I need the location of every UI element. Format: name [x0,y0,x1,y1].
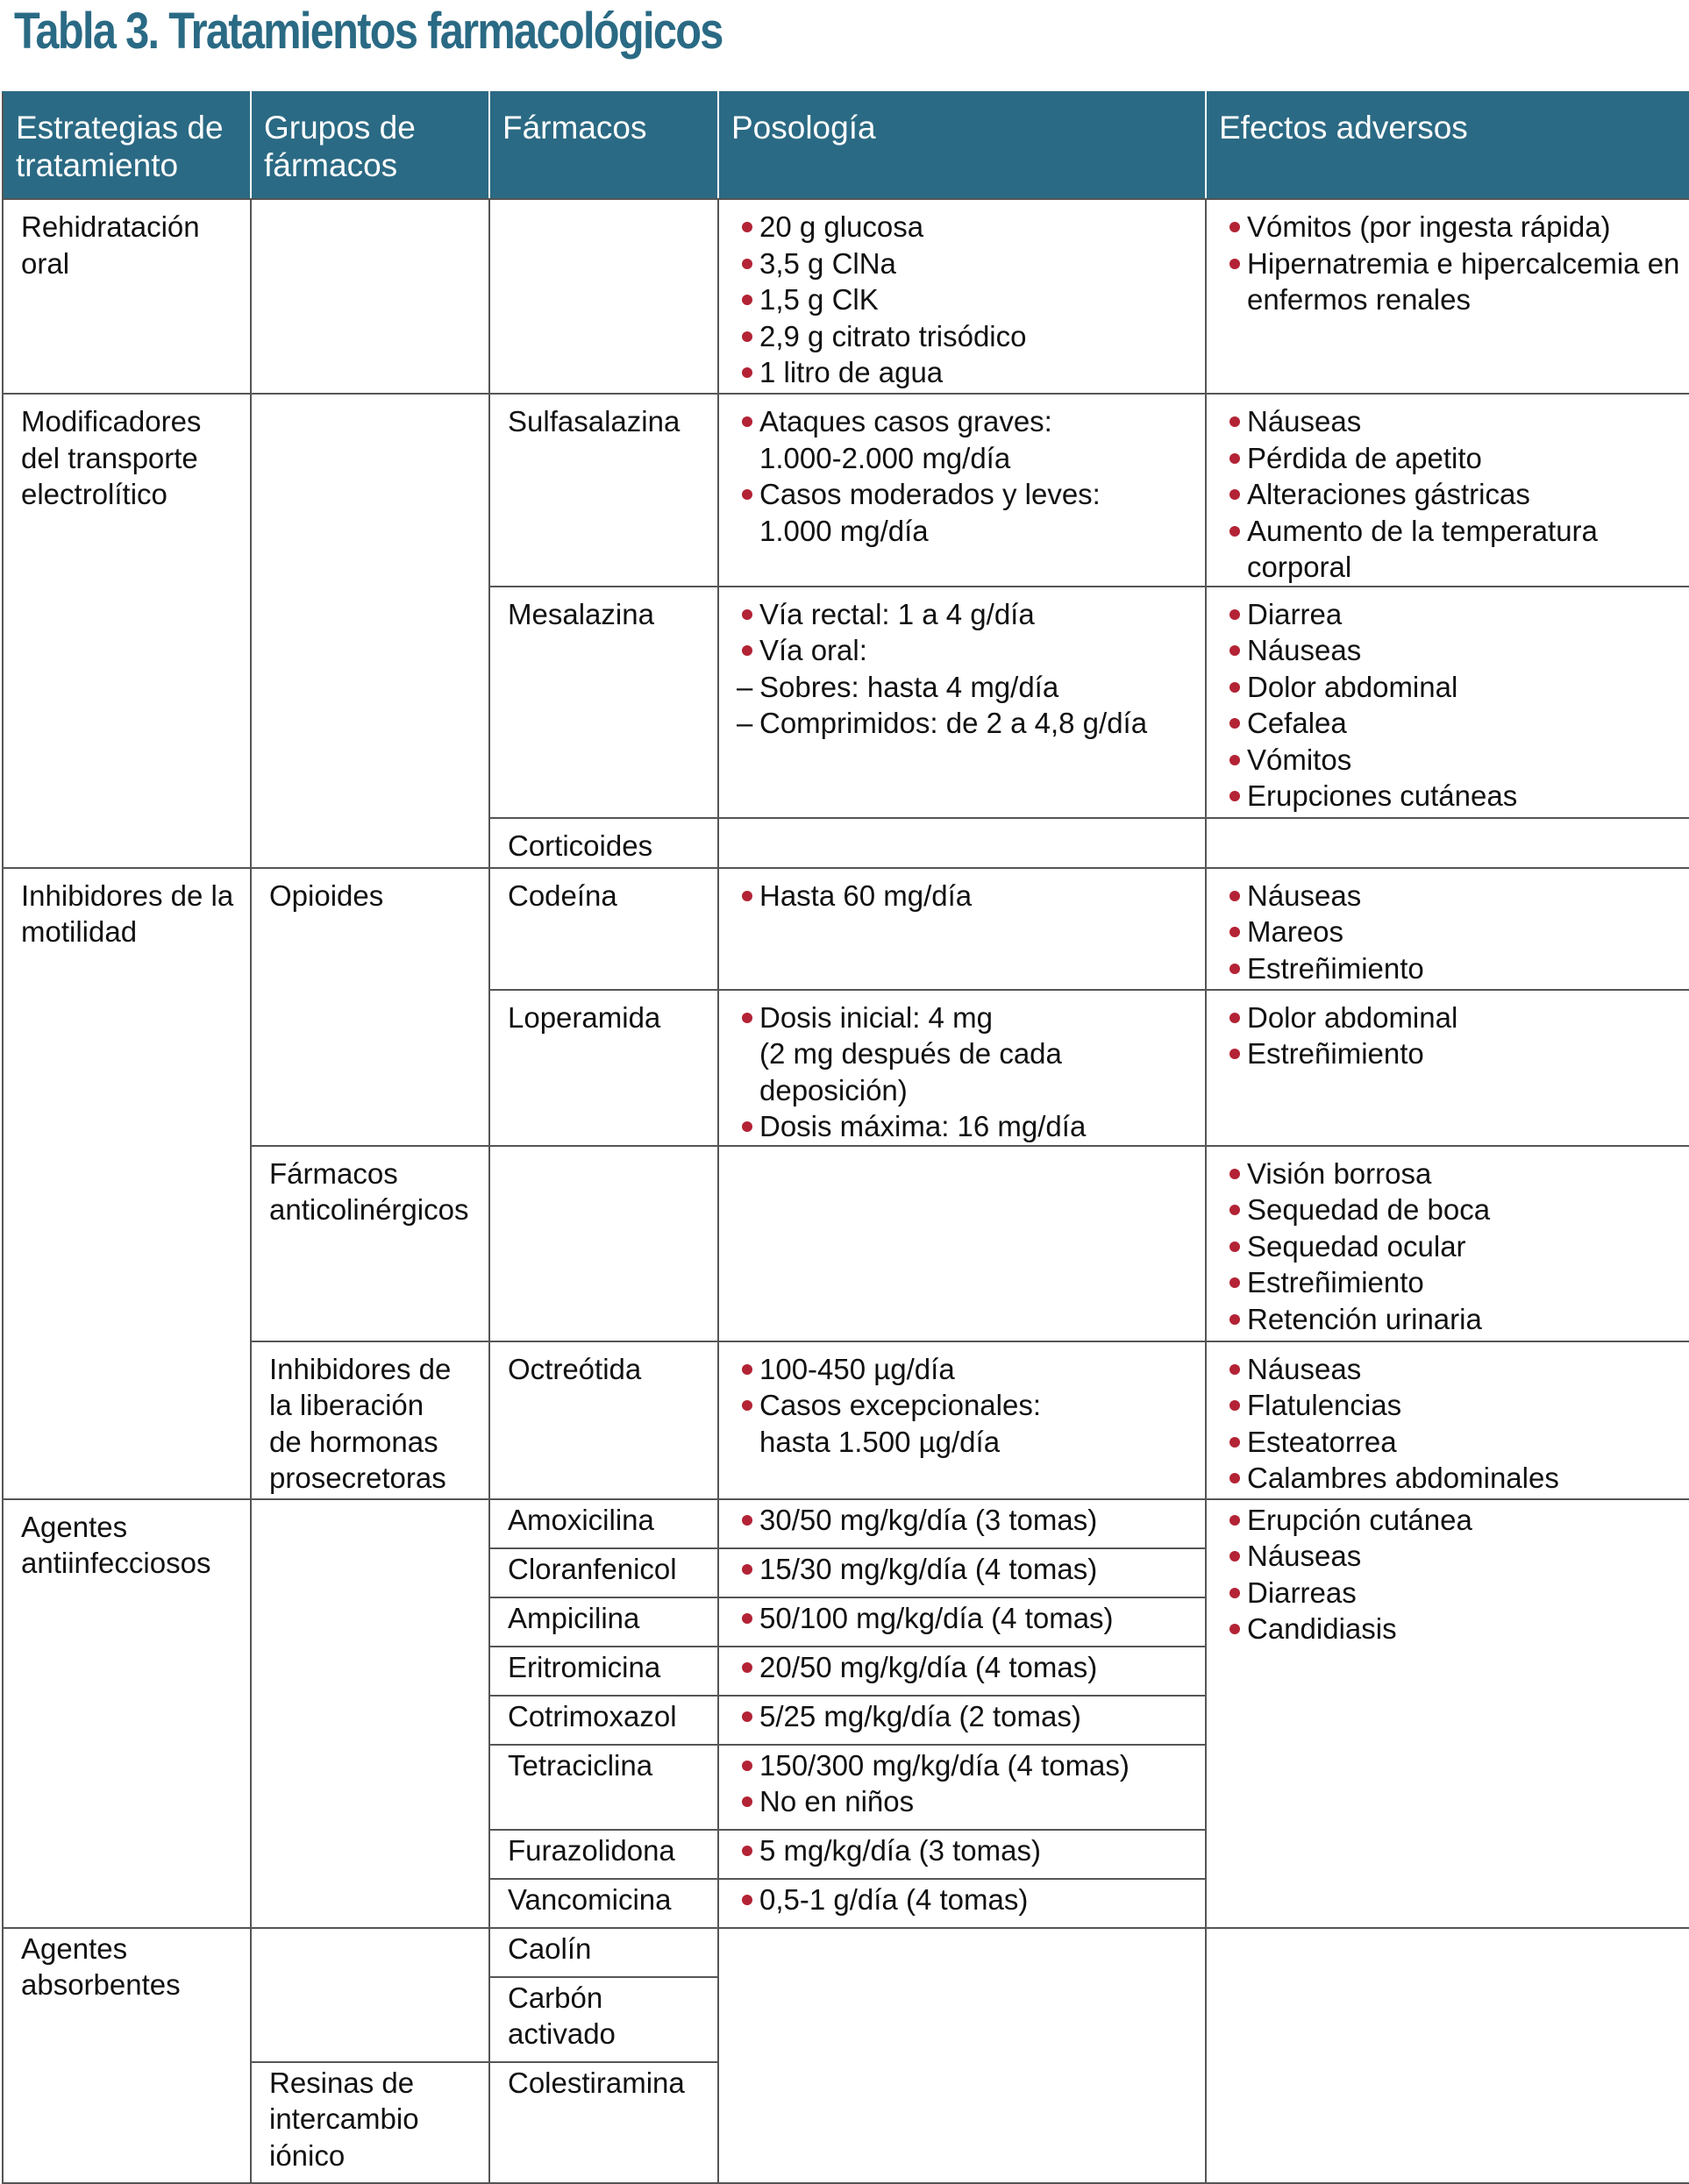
dosage-cell [718,394,1206,587]
effects-cell [1206,990,1689,1146]
dosage-cell [718,868,1206,990]
group-cell-empty [251,1928,489,2062]
dosage-cell [718,1341,1206,1499]
bullet-item: Esteatorrea [1224,1424,1683,1461]
bullet-item: Erupción cutánea [1224,1502,1683,1539]
bullet-item: Estreñimiento [1224,1264,1683,1301]
group-cell-empty [251,1499,489,1928]
bullet-item: Sequedad de boca [1224,1192,1683,1228]
effects-cell [1206,1341,1689,1499]
effects-cell [1206,394,1689,587]
bullet-item: Dolor abdominal [1224,669,1683,706]
bullet-item: 5/25 mg/kg/día (2 tomas) [737,1698,1198,1735]
header-posologia: Posología [718,92,1206,199]
dosage-cell [718,1830,1206,1879]
drug-cell-empty [489,199,718,394]
bullet-item: 2,9 g citrato trisódico [737,318,1198,355]
drug-cell: Eritromicina [489,1647,718,1696]
effects-cell [1206,1146,1689,1341]
drug-cell: Corticoides [489,818,718,868]
drug-cell: Caolín [489,1928,718,1977]
bullet-item: Calambres abdominales [1224,1460,1683,1497]
bullet-item: 1 litro de agua [737,354,1198,391]
dosage-cell [718,1597,1206,1647]
dosage-cell [718,1647,1206,1696]
bullet-item: Náuseas [1224,878,1683,914]
bullet-item: Diarrea [1224,596,1683,633]
bullet-item: Náuseas [1224,1538,1683,1575]
bullet-item: 20/50 mg/kg/día (4 tomas) [737,1649,1198,1686]
dosage-cell [718,199,1206,394]
bullet-item: 20 g glucosa [737,209,1198,245]
bullet-item: Aumento de la temperatura corporal [1224,513,1683,586]
bullet-item: Estreñimiento [1224,1035,1683,1072]
dash-item: – Sobres: hasta 4 mg/día [737,669,1198,706]
drug-cell: Furazolidona [489,1830,718,1879]
bullet-item: Vía rectal: 1 a 4 g/día [737,596,1198,633]
drug-cell: Sulfasalazina [489,394,718,587]
bullet-item: Diarreas [1224,1575,1683,1611]
effects-cell [1206,868,1689,990]
bullet-item: Candidiasis [1224,1611,1683,1647]
table-row [3,199,1689,394]
bullet-item: Pérdida de apetito [1224,440,1683,477]
bullet-item: Vómitos [1224,742,1683,779]
dosage-cell [718,1696,1206,1745]
dosage-cell [718,1548,1206,1597]
table-row [3,394,1689,587]
drug-cell: Amoxicilina [489,1499,718,1548]
strategy-cell: Agentes absorbentes [3,1928,251,2183]
bullet-item: 5 mg/kg/día (3 tomas) [737,1832,1198,1869]
bullet-item: Erupciones cutáneas [1224,778,1683,815]
header-row [3,92,1689,199]
drug-cell: Tetraciclina [489,1745,718,1830]
strategy-cell: Inhibidores de la motilidad [3,868,251,1499]
bullet-item: Sequedad ocular [1224,1228,1683,1265]
group-cell: Opioides [251,868,489,1146]
dosage-cell [718,1745,1206,1830]
bullet-item: Mareos [1224,914,1683,950]
bullet-item: Retención urinaria [1224,1301,1683,1338]
bullet-item: 150/300 mg/kg/día (4 tomas) [737,1747,1198,1784]
drug-cell: Loperamida [489,990,718,1146]
table-row [3,1928,1689,1977]
drug-cell: Cotrimoxazol [489,1696,718,1745]
table-row [3,1499,1689,1548]
header-efectos: Efectos adversos [1206,92,1689,199]
dosage-cell-empty [718,1928,1206,2183]
effects-cell [1206,1499,1689,1928]
bullet-item: Náuseas [1224,632,1683,669]
bullet-item: Vómitos (por ingesta rápida) [1224,209,1683,245]
bullet-item: Vía oral: [737,632,1198,669]
dash-item: – Comprimidos: de 2 a 4,8 g/día [737,705,1198,742]
bullet-item: 100-450 µg/día [737,1351,1198,1388]
dosage-cell [718,587,1206,818]
effects-cell-empty [1206,818,1689,868]
bullet-item: Hipernatremia e hipercalcemia en enfermos renales [1224,245,1683,318]
table-row [3,1146,1689,1341]
bullet-item: Cefalea [1224,705,1683,742]
dosage-cell-empty [718,1146,1206,1341]
group-cell: Inhibidores de la liberación de hormonas prosecretoras [251,1341,489,1499]
bullet-item: Dosis inicial: 4 mg (2 mg después de cada deposición) [737,1000,1198,1109]
table-row [3,868,1689,990]
dosage-cell [718,1499,1206,1548]
drug-cell: Mesalazina [489,587,718,818]
page-title: Tabla 3. Tratamientos farmacológicos [14,3,723,60]
drug-cell: Ampicilina [489,1597,718,1647]
bullet-item: Casos moderados y leves: 1.000 mg/día [737,476,1198,549]
bullet-item: Casos excepcionales: hasta 1.500 µg/día [737,1387,1198,1460]
bullet-item: 50/100 mg/kg/día (4 tomas) [737,1600,1198,1637]
bullet-item: Visión borrosa [1224,1156,1683,1192]
bullet-item: Ataques casos graves: 1.000-2.000 mg/día [737,403,1198,476]
group-cell: Fármacos anticolinérgicos [251,1146,489,1341]
header-grupos: Grupos de fármacos [251,92,489,199]
bullet-item: Hasta 60 mg/día [737,878,1198,914]
drug-cell: Vancomicina [489,1879,718,1928]
bullet-item: 30/50 mg/kg/día (3 tomas) [737,1502,1198,1539]
drug-cell: Carbón activado [489,1977,718,2062]
group-cell: Resinas de intercambio iónico [251,2062,489,2183]
bullet-item: No en niños [737,1783,1198,1820]
bullet-item: 3,5 g ClNa [737,245,1198,282]
drug-cell: Codeína [489,868,718,990]
effects-cell [1206,199,1689,394]
dosage-cell-empty [718,818,1206,868]
group-cell-empty [251,199,489,394]
bullet-item: Náuseas [1224,1351,1683,1388]
dosage-cell [718,990,1206,1146]
bullet-item: 15/30 mg/kg/día (4 tomas) [737,1551,1198,1588]
bullet-item: 1,5 g ClK [737,281,1198,318]
bullet-item: 0,5-1 g/día (4 tomas) [737,1882,1198,1918]
drug-cell-empty [489,1146,718,1341]
group-cell-empty [251,394,489,868]
drug-cell: Cloranfenicol [489,1548,718,1597]
treatments-table [2,91,1689,2184]
strategy-cell: Agentes antiinfecciosos [3,1499,251,1928]
table-row [3,1341,1689,1499]
bullet-item: Náuseas [1224,403,1683,440]
effects-cell [1206,587,1689,818]
bullet-item: Alteraciones gástricas [1224,476,1683,513]
bullet-item: Estreñimiento [1224,950,1683,987]
bullet-item: Dolor abdominal [1224,1000,1683,1036]
header-estrategias: Estrategias de tratamiento [3,92,251,199]
strategy-cell: Rehidratación oral [3,199,251,394]
dosage-cell [718,1879,1206,1928]
bullet-item: Flatulencias [1224,1387,1683,1424]
strategy-cell: Modificadores del transporte electrolítico [3,394,251,868]
bullet-item: Dosis máxima: 16 mg/día [737,1108,1198,1145]
effects-cell-empty [1206,1928,1689,2183]
drug-cell: Colestiramina [489,2062,718,2183]
drug-cell: Octreótida [489,1341,718,1499]
header-farmacos: Fármacos [489,92,718,199]
